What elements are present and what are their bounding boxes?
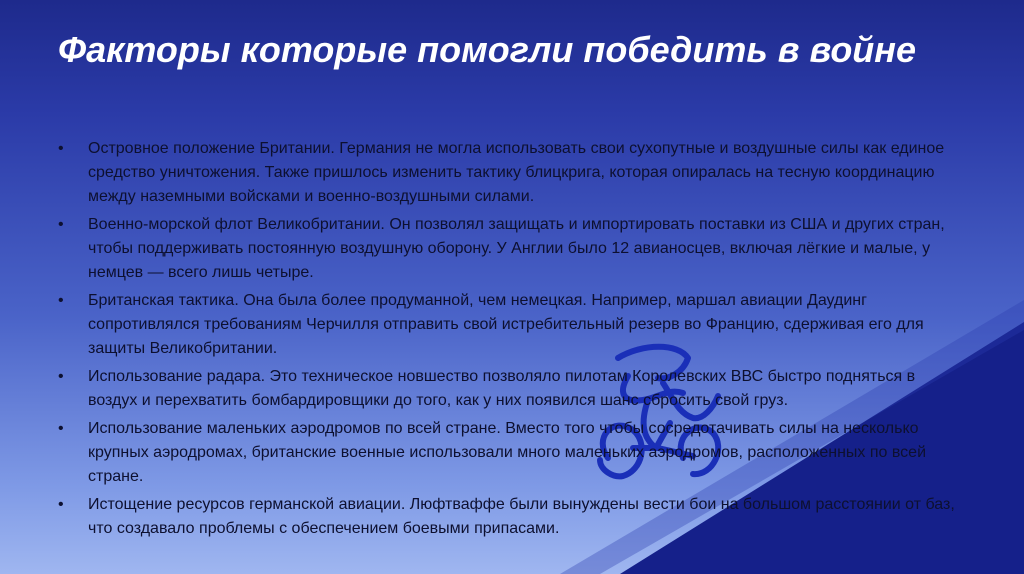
bullet-marker: • [58,420,64,437]
bullet-marker: • [58,496,64,513]
bullet-text: Военно-морской флот Великобритании. Он позволял защищать и импортировать поставки из США и других стран, чтобы поддерживать постоянную воздушную оборону. У Англии было 12 авианосцев, включая лёгкие и малые, у немцев — всего лишь четыре. [88,216,945,281]
bullet-marker: • [58,216,64,233]
list-item [58,289,968,361]
bullet-text: Использование радара. Это техническое новшество позволяло пилотам Королевских ВВС быстро подняться в воздух и перехватить бомбардировщики до того, как у них появился шанс сбросить свой груз. [88,368,916,409]
bullet-marker: • [58,140,64,157]
bullet-text: Островное положение Британии. Германия не могла использовать свои сухопутные и воздушные силы как единое средство уничтожения. Также пришлось изменить тактику блицкрига, которая опиралась на тесную координацию между наземными войсками и военно-воздушными силами. [88,140,945,205]
bullet-text: Британская тактика. Она была более продуманной, чем немецкая. Например, маршал авиации Даудинг сопротивлялся требованиям Черчилля отправить свой истребительный резерв во Францию, сдерживая его для защиты Великобритании. [88,292,924,357]
list-item [58,493,968,541]
list-item [58,365,968,413]
bullet-marker: • [58,368,64,385]
bullet-text: Использование маленьких аэродромов по всей стране. Вместо того чтобы сосредотачивать силы на несколько крупных аэродромах, британские военные использовали много маленьких аэродромов, расположенных по всей стране. [88,420,927,485]
bullet-list [58,137,968,545]
bullet-marker: • [58,292,64,309]
list-item [58,417,968,489]
bullet-text: Истощение ресурсов германской авиации. Люфтваффе были вынуждены вести бои на большом расстоянии от баз, что создавало проблемы с обеспечением боевыми припасами. [88,496,955,537]
list-item [58,213,968,285]
list-item [58,137,968,209]
slide-title: Факторы которые помогли победить в войне [58,29,917,70]
